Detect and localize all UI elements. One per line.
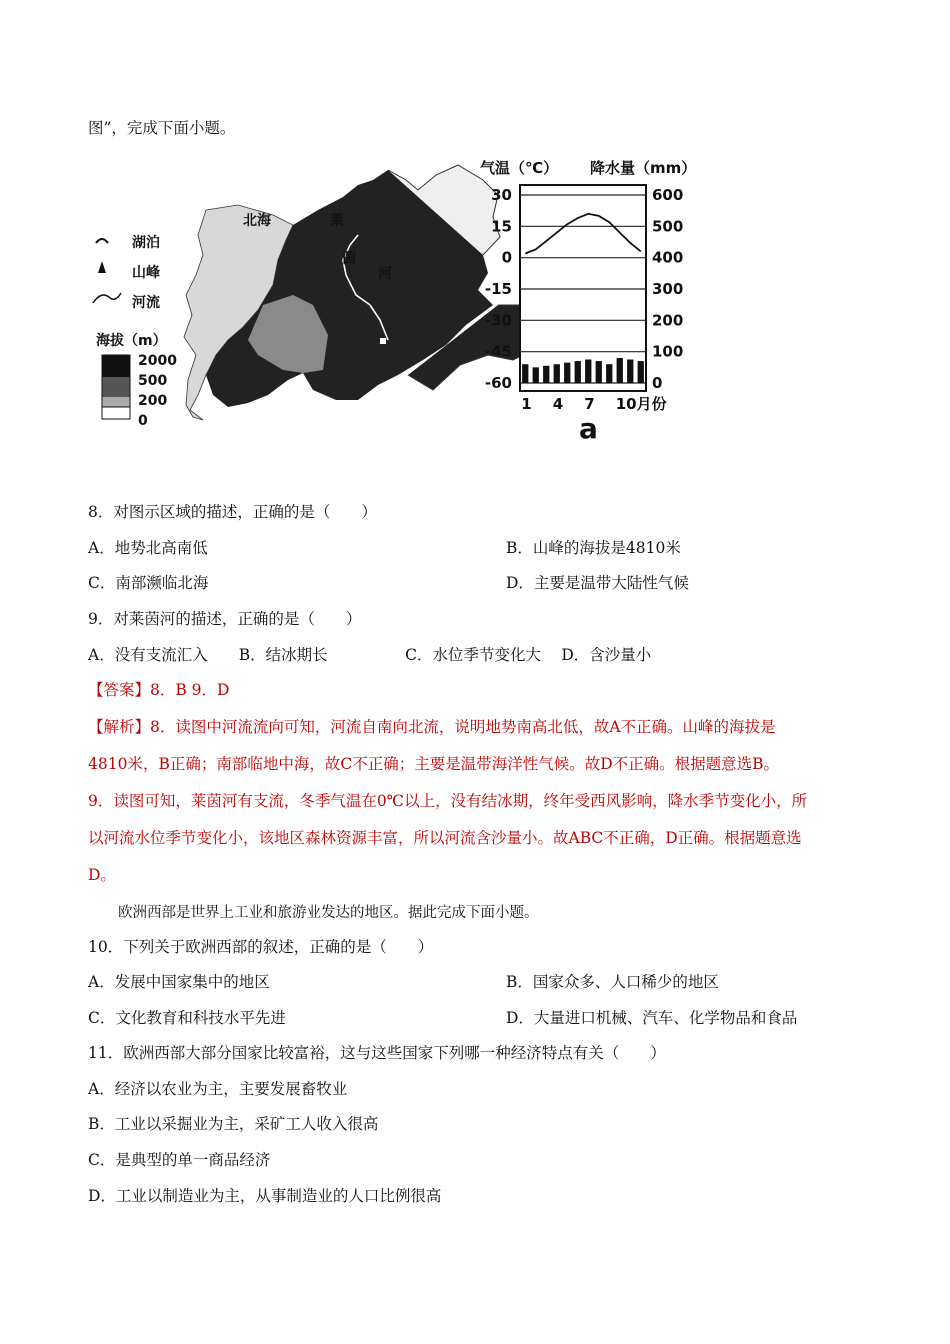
peak-icon xyxy=(98,261,106,273)
legend-elevation-title: 海拔（m） xyxy=(96,333,167,349)
analysis-line-2: 4810米，B正确；南部临地中海，故C不正确；主要是温带海洋性气候。故D不正确。根据题意选B。 xyxy=(88,755,780,773)
legend-river: 河流 xyxy=(132,295,160,311)
peak-marker xyxy=(380,338,386,344)
precip-bar xyxy=(596,361,602,383)
temp-tick-label: 0 xyxy=(501,248,512,267)
analysis-line-3: 9．读图可知，莱茵河有支流，冬季气温在0℃以上，没有结冰期，终年受西风影响，降水季节变化小，所 xyxy=(88,792,808,810)
legend-lake: 湖泊 xyxy=(132,235,160,251)
precip-bar xyxy=(585,360,591,384)
legend-level-0: 0 xyxy=(138,413,148,429)
intro2: 欧洲西部是世界上工业和旅游业发达的地区。据此完成下面小题。 xyxy=(118,905,539,921)
temp-tick-label: 30 xyxy=(491,186,512,204)
q8-stem: 8．对图示区域的描述，正确的是（ ） xyxy=(88,503,377,521)
x-tick-label: 10月份 xyxy=(615,395,667,413)
precip-bar xyxy=(606,364,612,383)
analysis-line-5: D。 xyxy=(88,866,116,884)
q11-option-b[interactable]: B．工业以采掘业为主，采矿工人收入很高 xyxy=(88,1115,379,1133)
legend-level-2000: 2000 xyxy=(138,353,177,369)
precip-bar xyxy=(554,364,560,383)
x-tick-label: 1 xyxy=(521,395,532,413)
precip-bar xyxy=(564,363,570,383)
precip-tick-label: 600 xyxy=(652,186,684,204)
q8-options-row2 xyxy=(88,573,689,593)
temp-tick-label: -30 xyxy=(484,311,512,330)
precip-tick-label: 100 xyxy=(652,342,684,361)
q10-option-a[interactable]: A．发展中国家集中的地区 xyxy=(88,973,270,991)
x-ticks xyxy=(521,395,666,413)
temp-tick-label: -60 xyxy=(484,374,512,392)
lake-icon xyxy=(96,239,108,243)
q11-option-d[interactable]: D．工业以制造业为主，从事制造业的人口比例很高 xyxy=(88,1187,442,1205)
elevation-swatch-200 xyxy=(102,397,130,407)
temp-tick-label: -15 xyxy=(484,280,512,298)
q10-option-b[interactable]: B．国家众多、人口稀少的地区 xyxy=(506,973,719,991)
precip-tick-label: 0 xyxy=(652,374,663,392)
label-lai: 莱 xyxy=(330,213,344,229)
q8-option-d[interactable]: D．主要是温带大陆性气候 xyxy=(506,574,689,592)
legend-level-500: 500 xyxy=(138,373,168,389)
q9-options[interactable]: A．没有支流汇入 B．结冰期长 C．水位季节变化大 D．含沙量小 xyxy=(88,646,652,664)
precip-bar xyxy=(575,361,581,383)
legend-level-200: 200 xyxy=(138,393,168,409)
precip-axis-label: 降水量（mm） xyxy=(590,159,697,177)
label-north-sea: 北海 xyxy=(243,213,271,229)
precip-bar xyxy=(617,358,623,383)
q10-options-row2 xyxy=(88,1008,798,1028)
precip-tick-label: 300 xyxy=(652,280,684,298)
temp-axis-label: 气温（℃） xyxy=(480,159,559,177)
q10-options-row1 xyxy=(88,972,719,992)
precip-bar xyxy=(627,360,633,384)
analysis-line-1: 【解析】8．读图中河流流向可知，河流自南向北流，说明地势南高北低，故A不正确。山峰的海拔是 xyxy=(88,718,776,736)
answer: 【答案】8．B 9．D xyxy=(88,681,230,699)
legend-peak: 山峰 xyxy=(132,265,160,281)
q9-stem: 9．对莱茵河的描述，正确的是（ ） xyxy=(88,610,362,628)
precip-tick-label: 200 xyxy=(652,311,684,330)
climate-chart xyxy=(480,159,696,445)
q10-stem: 10．下列关于欧洲西部的叙述，正确的是（ ） xyxy=(88,938,434,956)
chart-caption: a xyxy=(579,412,598,445)
map-legend xyxy=(93,234,177,429)
label-he: 河 xyxy=(378,266,392,282)
river-icon xyxy=(93,293,121,303)
temp-tick-label: 15 xyxy=(491,217,512,236)
figure xyxy=(88,155,738,445)
label-yin: 茵 xyxy=(342,251,356,267)
precip-bar xyxy=(638,361,644,383)
precip-bar xyxy=(522,364,528,383)
q11-option-a[interactable]: A．经济以农业为主，主要发展畜牧业 xyxy=(88,1080,348,1098)
q10-option-c[interactable]: C．文化教育和科技水平先进 xyxy=(88,1009,286,1027)
precip-tick-label: 500 xyxy=(652,217,684,236)
x-tick-label: 4 xyxy=(552,395,564,413)
q8-option-b[interactable]: B．山峰的海拔是4810米 xyxy=(506,539,681,557)
q11-stem: 11．欧洲西部大部分国家比较富裕，这与这些国家下列哪一种经济特点有关（ ） xyxy=(88,1044,666,1062)
elevation-swatch-500 xyxy=(102,377,130,397)
elevation-swatch-2000 xyxy=(102,355,130,377)
precip-bar xyxy=(533,367,539,383)
q10-option-d[interactable]: D．大量进口机械、汽车、化学物品和食品 xyxy=(506,1009,798,1027)
analysis-line-4: 以河流水位季节变化小，该地区森林资源丰富，所以河流含沙量小。故ABC不正确，D正确。根据题意选 xyxy=(88,829,802,847)
q11-option-c[interactable]: C．是典型的单一商品经济 xyxy=(88,1151,271,1169)
figure-svg xyxy=(88,155,738,445)
temp-tick-label: -45 xyxy=(484,342,512,361)
q8-options-row1 xyxy=(88,538,681,558)
intro-tail: 图”，完成下面小题。 xyxy=(88,119,236,137)
precip-tick-label: 400 xyxy=(652,248,684,267)
q8-option-c[interactable]: C．南部濒临北海 xyxy=(88,574,209,592)
q8-option-a[interactable]: A．地势北高南低 xyxy=(88,539,208,557)
x-tick-label: 7 xyxy=(584,395,595,413)
precip-ticks xyxy=(652,186,683,392)
precip-bar xyxy=(543,366,549,383)
elevation-swatch-0 xyxy=(102,407,130,419)
